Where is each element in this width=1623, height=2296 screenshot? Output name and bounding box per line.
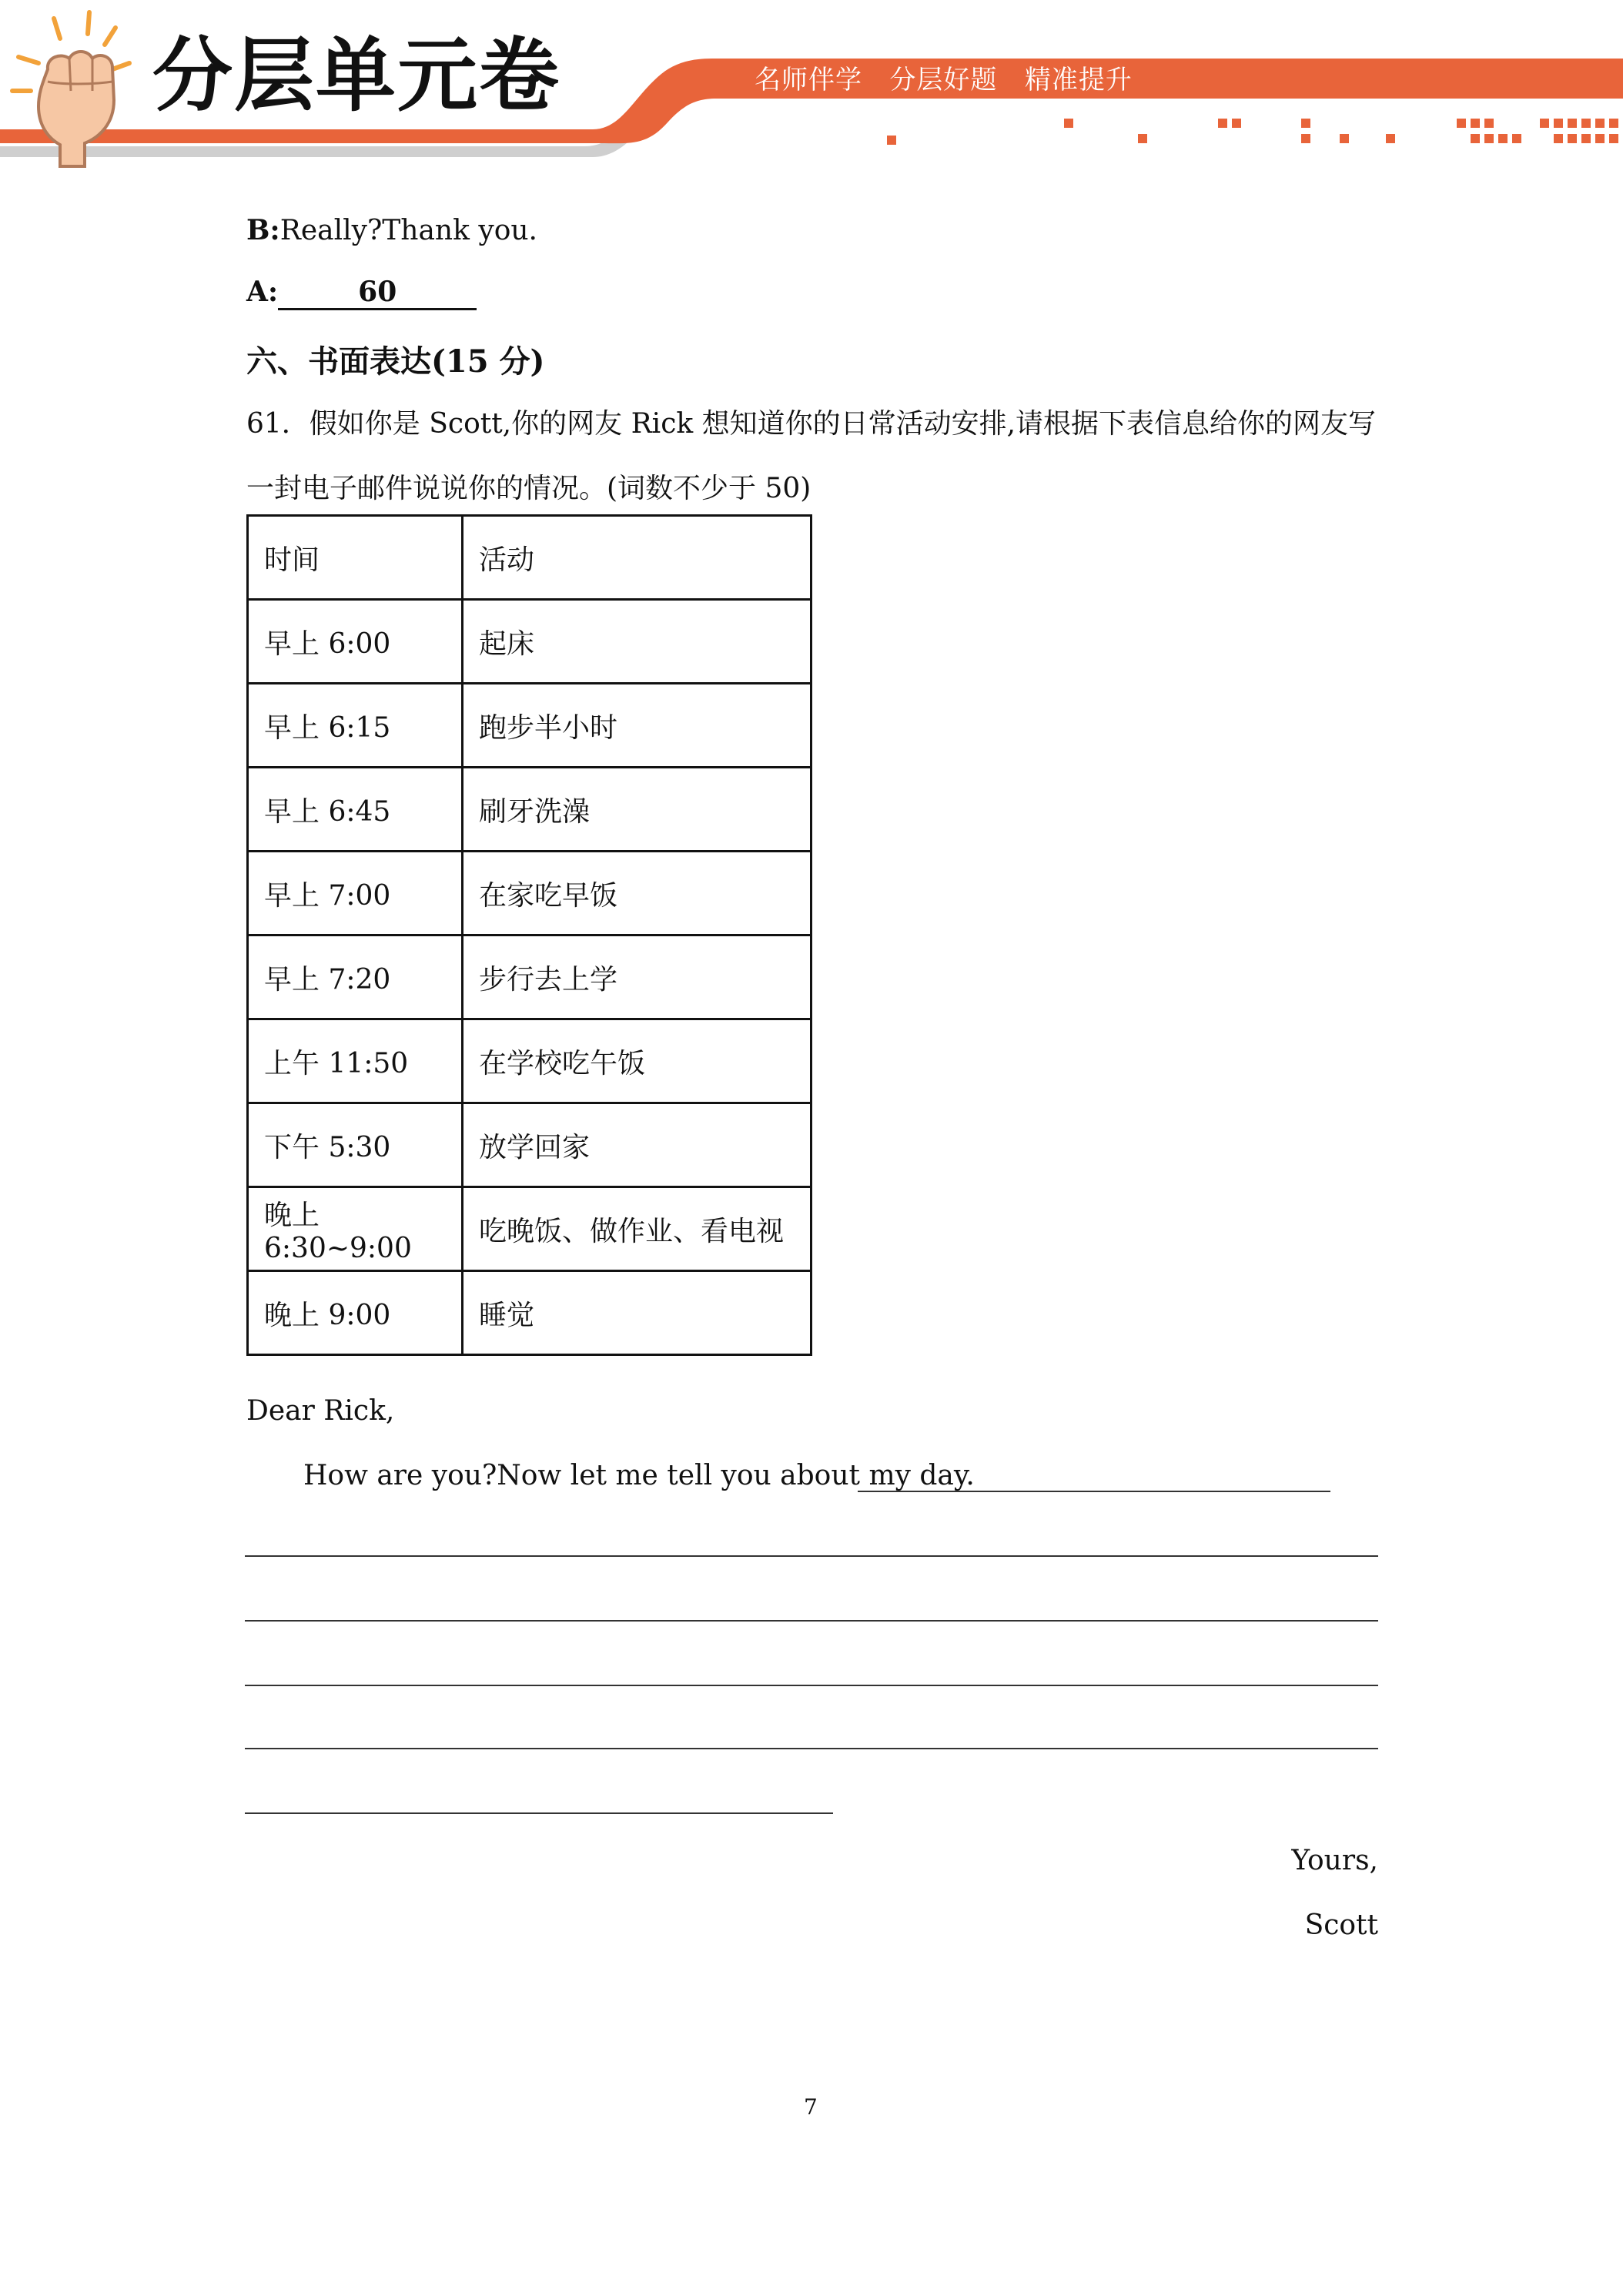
dialogue-line-a [246,276,477,310]
table-cell-time: 早上 7:20 [248,935,463,1019]
table-cell-time: 下午 5:30 [248,1103,463,1187]
table-cell-time: 早上 6:00 [248,600,463,684]
table-cell-time: 上午 11:50 [248,1019,463,1103]
writing-blank-line[interactable] [245,1685,1378,1686]
table-cell-time: 早上 7:00 [248,852,463,935]
page-number: 7 [804,2094,818,2120]
table-header-cell: 活动 [463,516,812,600]
fist-icon [8,8,146,177]
table-cell-activity: 在家吃早饭 [463,852,812,935]
header-pixel-squares [887,119,1618,145]
question-line-2: 一封电子邮件说说你的情况。(词数不少于 50) [246,473,812,504]
writing-blank-line[interactable] [245,1555,1378,1557]
table-cell-time: 晚上 9:00 [248,1271,463,1355]
table-row [248,852,812,935]
table-cell-time: 早上 6:45 [248,768,463,852]
table-cell-activity: 跑步半小时 [463,684,812,768]
table-row [248,684,812,768]
table-cell-activity: 在学校吃午饭 [463,1019,812,1103]
table-cell-time: 早上 6:15 [248,684,463,768]
writing-blank-line[interactable] [858,1491,1330,1492]
writing-blank-line[interactable] [245,1748,1378,1749]
dialogue-b-text: Really?Thank you. [279,215,538,246]
writing-blank-line[interactable] [245,1812,833,1814]
letter-signature: Scott [1304,1909,1378,1941]
table-row [248,935,812,1019]
brand-title: 分层单元卷 [152,28,561,122]
schedule-table [246,514,812,1356]
table-cell-activity: 刷牙洗澡 [463,768,812,852]
header-slogan: 名师伴学 分层好题 精准提升 [755,65,1133,95]
table-row [248,1103,812,1187]
question-line-1: 61．假如你是 Scott,你的网友 Rick 想知道你的日常活动安排,请根据下表信息给你的网友写 [246,408,1377,440]
table-header-cell: 时间 [248,516,463,600]
speaker-a: A: [246,276,279,308]
table-row [248,1019,812,1103]
table-row [248,768,812,852]
writing-blank-line[interactable] [245,1620,1378,1622]
letter-greeting: Dear Rick, [246,1395,395,1427]
table-cell-activity: 步行去上学 [463,935,812,1019]
table-cell-activity: 睡觉 [463,1271,812,1355]
section-title: 六、书面表达(15 分) [246,343,545,380]
speaker-b: B: [246,214,280,246]
page-header [0,0,1623,169]
letter-closing: Yours, [1291,1845,1378,1876]
table-row [248,1187,812,1271]
table-cell-time: 晚上 6:30~9:00 [248,1187,463,1271]
table-cell-activity: 放学回家 [463,1103,812,1187]
table-header-row [248,516,812,600]
letter-opening: How are you?Now let me tell you about my day. [303,1460,975,1491]
dialogue-line-b [246,214,537,246]
table-row [248,1271,812,1355]
table-row [248,600,812,684]
answer-blank-60: 60 [278,276,477,310]
table-cell-activity: 吃晚饭、做作业、看电视 [463,1187,812,1271]
table-cell-activity: 起床 [463,600,812,684]
